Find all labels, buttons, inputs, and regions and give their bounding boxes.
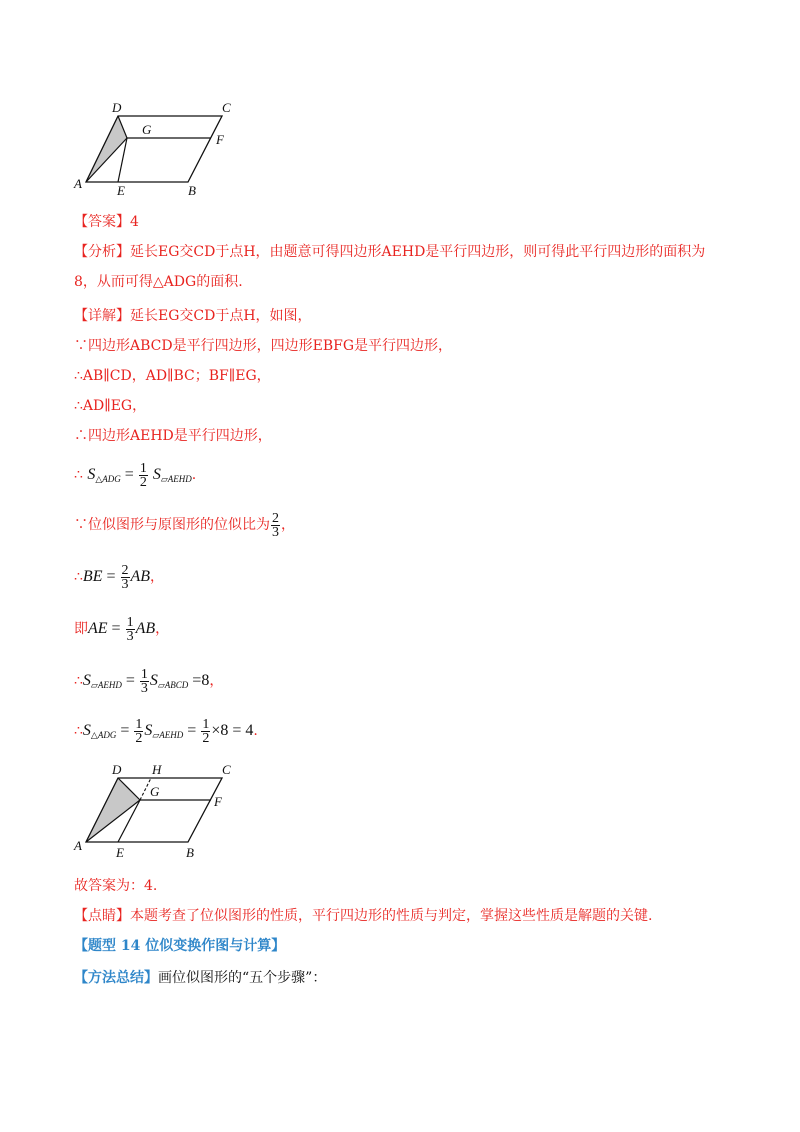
label-B: B [188, 183, 196, 198]
answer-value: 4 [130, 214, 139, 230]
comment-tag: 【点睛】 [74, 908, 130, 924]
label-D: D [112, 762, 122, 777]
label-C: C [222, 762, 231, 777]
label-A: A [74, 838, 82, 853]
label-B: B [186, 845, 194, 860]
conclusion-text: 故答案为：4. [74, 878, 158, 894]
detail-line-7: ∵位似图形与原图形的位似比为 $\frac{2}{3}$ ， [74, 510, 295, 540]
method-line [74, 968, 326, 988]
label-A: A [74, 176, 82, 191]
label-E: E [116, 845, 124, 860]
detail-line-11: $\therefore S_{\triangle ADG}$ = $\frac{1}{2}$ $S_{▱AEHD}$ = $\frac{1}{2}$ ×8 = 4. [74, 716, 258, 746]
detail-line-4 [74, 396, 146, 416]
label-F: F [214, 794, 222, 809]
analysis-line-1 [74, 242, 705, 262]
detail-text-3: ∴AB∥CD，AD∥BC；BF∥EG， [74, 368, 271, 384]
detail-line-6: ∴ $S_{\triangle ADG}$ = $\frac{1}{2}$ $S_{▱AEHD}$. [74, 460, 197, 490]
detail-line-1 [74, 306, 312, 326]
analysis-line-2 [74, 272, 243, 292]
conclusion-line [74, 876, 157, 896]
answer-line [74, 212, 139, 232]
detail-line-9: 即AE = $\frac{1}{3}$ AB， [74, 614, 170, 644]
label-H: H [152, 762, 162, 777]
analysis-text-1: 延长EG交CD于点H，由题意可得四边形AEHD是平行四边形，则可得此平行四边形的面积为 [130, 244, 706, 260]
detail-line-2 [74, 336, 452, 356]
section-title: 【题型 14 位似变换作图与计算】 [74, 938, 286, 954]
label-F: F [216, 132, 224, 147]
label-C: C [222, 100, 231, 115]
parallelogram-figure-1 [70, 98, 250, 198]
label-D: D [112, 100, 122, 115]
detail-line-8: ∴BE = $\frac{2}{3}$ AB， [74, 562, 165, 592]
label-G: G [150, 784, 160, 799]
method-text: 画位似图形的“五个步骤”： [158, 970, 327, 986]
label-E: E [117, 183, 125, 198]
method-tag: 【方法总结】 [74, 970, 158, 986]
parallelogram-figure-2 [70, 760, 250, 862]
comment-line [74, 906, 652, 926]
detail-text-4: ∴AD∥EG， [74, 398, 147, 414]
answer-tag: 【答案】 [74, 214, 130, 230]
detail-line-3 [74, 366, 271, 386]
detail-text-2: ∵四边形ABCD是平行四边形，四边形EBFG是平行四边形， [74, 338, 452, 354]
label-G: G [142, 122, 152, 137]
detail-tag: 【详解】 [74, 308, 130, 324]
detail-text-1: 延长EG交CD于点H，如图， [130, 308, 312, 324]
detail-line-10: $\therefore S_{▱AEHD}$ = $\frac{1}{3}$ $S_{▱ABCD} =8$， [74, 666, 224, 696]
analysis-tag: 【分析】 [74, 244, 130, 260]
analysis-text-2: 8，从而可得△ADG的面积. [74, 274, 243, 290]
comment-text: 本题考查了位似图形的性质，平行四边形的性质与判定，掌握这些性质是解题的关键. [130, 908, 653, 924]
detail-text-5: ∴四边形AEHD是平行四边形， [74, 428, 272, 444]
therefore-6: ∴ [74, 467, 83, 483]
ratio-text: ∵位似图形与原图形的位似比为 [74, 517, 270, 533]
detail-line-5 [74, 426, 272, 446]
